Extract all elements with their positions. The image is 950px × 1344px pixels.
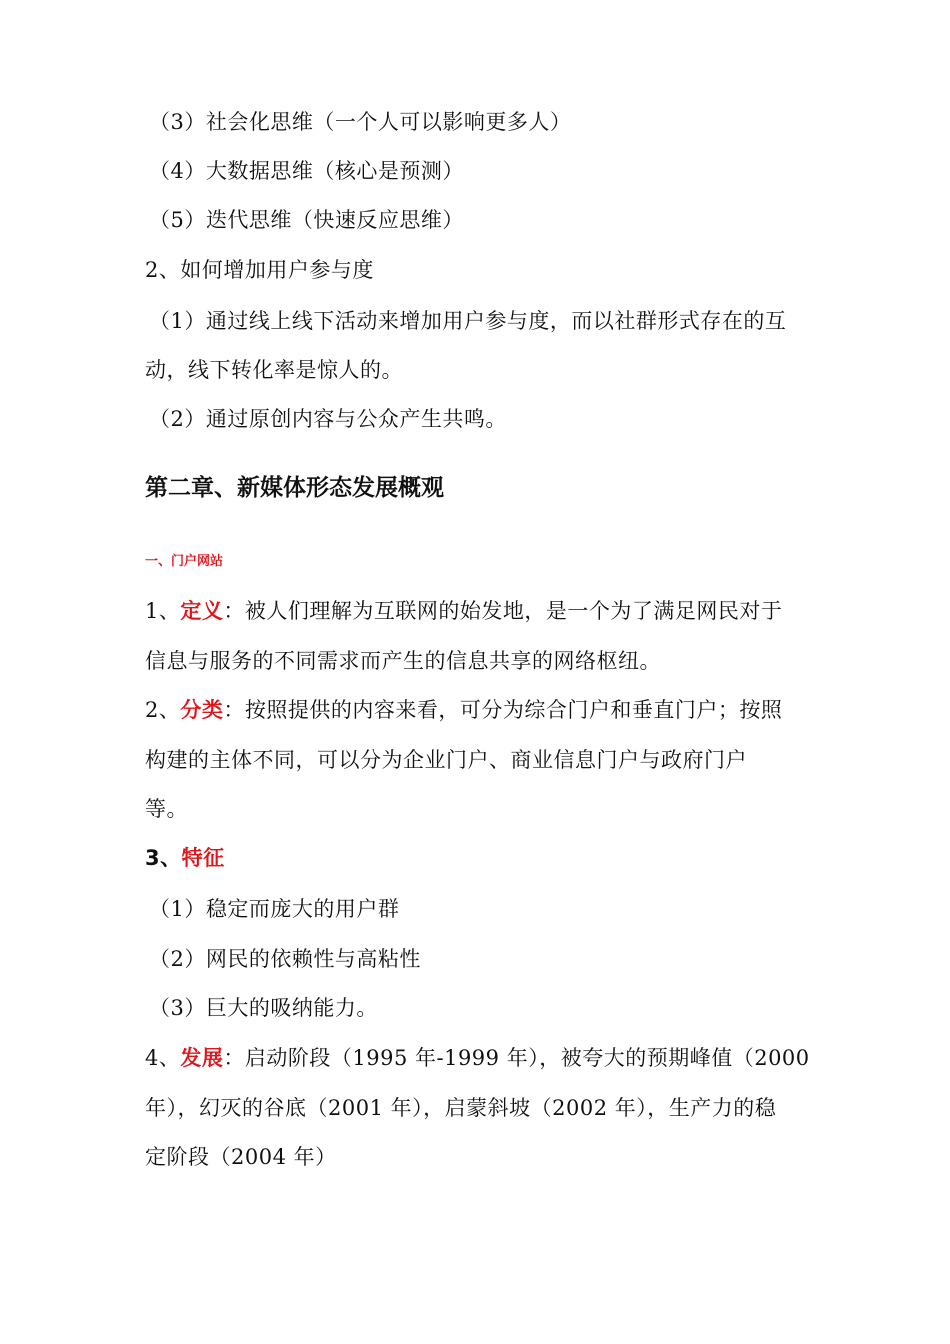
- definition-keyword: 定义: [180, 599, 224, 623]
- features-keyword: 特征: [181, 846, 225, 870]
- development-line1: [145, 1043, 810, 1073]
- list-item-social-thinking: （3）社会化思维（一个人可以影响更多人）: [149, 110, 572, 134]
- development-number: 4、: [145, 1046, 181, 1070]
- list-item-iteration-thinking: （5）迭代思维（快速反应思维）: [149, 208, 464, 232]
- list-item-big-data-thinking: （4）大数据思维（核心是预测）: [149, 159, 464, 183]
- development-line3: 定阶段（2004 年）: [145, 1145, 337, 1169]
- participation-item1-line2: 动，线下转化率是惊人的。: [145, 358, 403, 382]
- definition-number: 1、: [145, 599, 181, 623]
- development-text-line1: 启动阶段（1995 年-1999 年），被夸大的预期峰值（2000: [244, 1046, 810, 1070]
- development-colon: ：: [223, 1046, 245, 1070]
- participation-item2: （2）通过原创内容与公众产生共鸣。: [149, 407, 507, 431]
- feature-item-3: （3）巨大的吸纳能力。: [149, 996, 378, 1020]
- participation-item1-line1: （1）通过线上线下活动来增加用户参与度，而以社群形式存在的互: [149, 309, 787, 333]
- definition-colon: ：: [223, 599, 245, 623]
- features-heading: [145, 843, 810, 873]
- classification-text-line1: 按照提供的内容来看，可分为综合门户和垂直门户；按照: [244, 698, 783, 722]
- classification-keyword: 分类: [180, 698, 224, 722]
- chapter-title: 第二章、新媒体形态发展概观: [145, 475, 444, 501]
- definition-line2: 信息与服务的不同需求而产生的信息共享的网络枢纽。: [145, 649, 661, 673]
- classification-colon: ：: [223, 698, 245, 722]
- classification-line1: [145, 695, 810, 725]
- definition-text-line1: 被人们理解为互联网的始发地，是一个为了满足网民对于: [244, 599, 783, 623]
- feature-item-1: （1）稳定而庞大的用户群: [149, 897, 400, 921]
- definition-line1: [145, 596, 810, 626]
- classification-line2: 构建的主体不同，可以分为企业门户、商业信息门户与政府门户: [145, 748, 747, 772]
- features-number: 3、: [145, 846, 182, 870]
- participation-heading: 2、如何增加用户参与度: [145, 258, 374, 282]
- section-title-portal: 一、门户网站: [145, 554, 224, 569]
- classification-line3: 等。: [145, 797, 188, 821]
- development-keyword: 发展: [180, 1046, 224, 1070]
- classification-number: 2、: [145, 698, 181, 722]
- development-line2: 年），幻灭的谷底（2001 年），启蒙斜坡（2002 年），生产力的稳: [145, 1096, 777, 1120]
- feature-item-2: （2）网民的依赖性与高粘性: [149, 947, 421, 971]
